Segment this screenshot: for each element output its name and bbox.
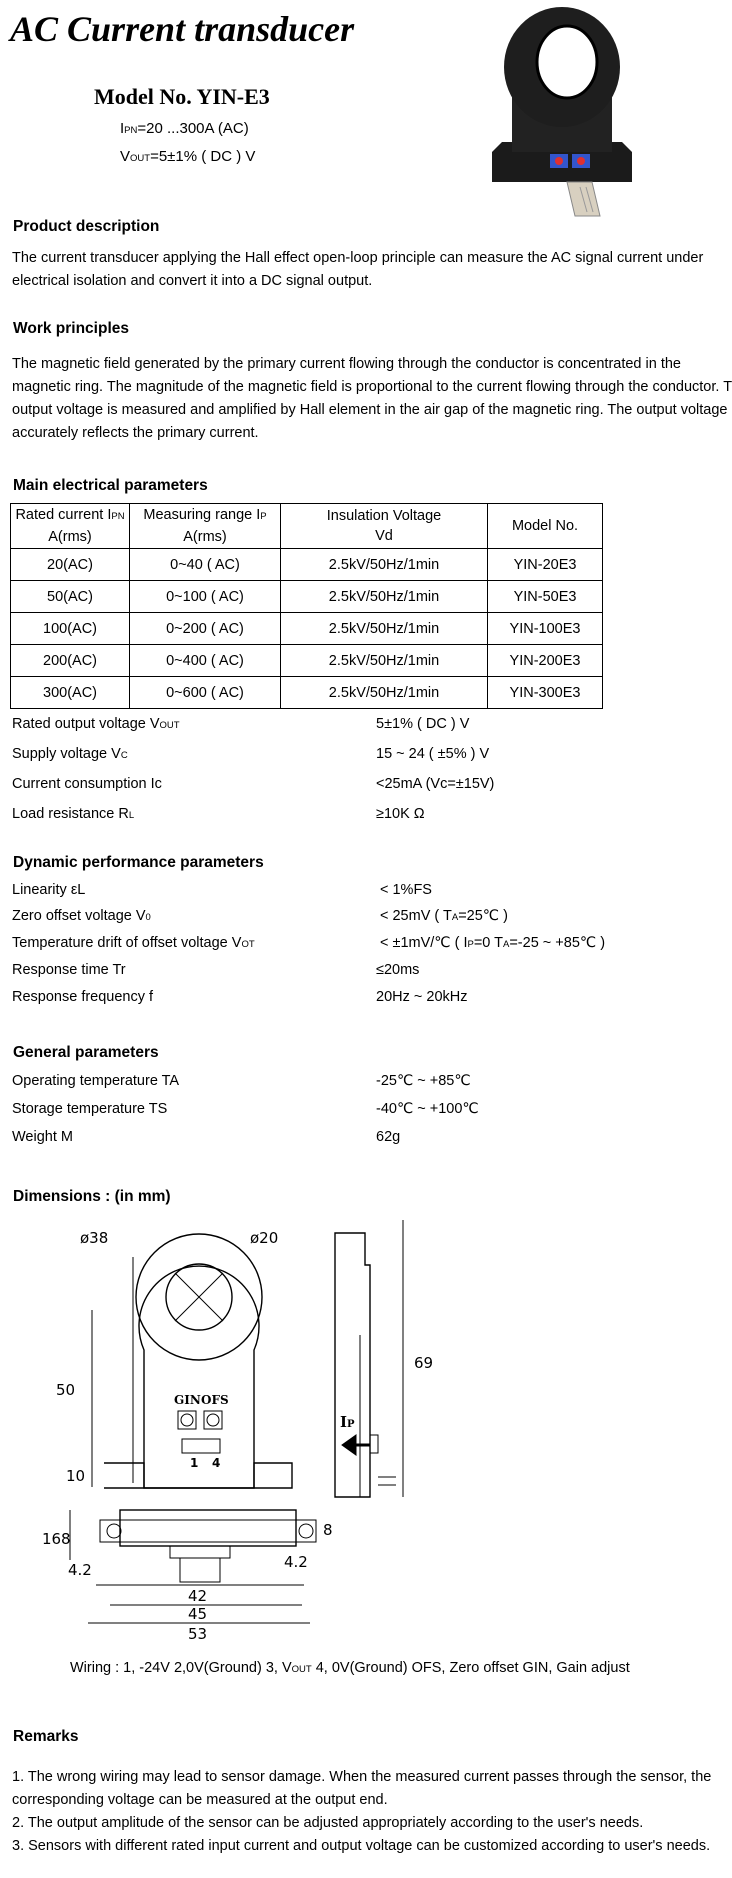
main-params-table xyxy=(10,503,603,709)
param-value: <25mA (Vc=±15V) xyxy=(376,776,495,792)
spec-rated-current: IPN=20 ...300A (AC) xyxy=(120,120,249,137)
cell-rated: 20(AC) xyxy=(11,549,130,581)
wiring-text: Wiring : 1, -24V 2,0V(Ground) 3, VOUT 4, 0V(Ground) OFS, Zero offset GIN, Gain adjust xyxy=(70,1660,630,1676)
dim-width-42: 42 xyxy=(188,1587,208,1605)
cell-model: YIN-200E3 xyxy=(488,645,603,677)
param-label: Current consumption Ic xyxy=(12,776,162,792)
dim-diameter-38: ø38 xyxy=(80,1229,109,1247)
header-insulation-voltage: Insulation Voltage Vd xyxy=(281,504,488,549)
param-label: Response time Tr xyxy=(12,962,126,978)
param-value: ≤20ms xyxy=(376,962,420,978)
table-header-row xyxy=(11,504,603,549)
transducer-photo xyxy=(472,2,652,222)
cell-range: 0~100 ( AC) xyxy=(130,581,281,613)
product-description-heading: Product description xyxy=(13,218,160,235)
cell-range: 0~400 ( AC) xyxy=(130,645,281,677)
param-value: < ±1mV/℃ ( IP=0 TA=-25 ~ +85℃ ) xyxy=(380,935,606,951)
dim-diameter-20: ø20 xyxy=(250,1229,279,1247)
dim-height-8-left: 8 xyxy=(61,1530,71,1548)
dim-height-10: 10 xyxy=(66,1467,86,1485)
cell-model: YIN-50E3 xyxy=(488,581,603,613)
remarks-text: 1. The wrong wiring may lead to sensor damage. When the measured current passes through the sensor, the corresponding voltage can be measured at the output end. 2. The output amplitude of the sensor can be adjusted appropriately according to the user's needs. 3. Sensors with different rated input current and output voltage can be customized according to user's needs. xyxy=(12,1769,712,1854)
cell-insulation: 2.5kV/50Hz/1min xyxy=(281,645,488,677)
param-label: Temperature drift of offset voltage VOT xyxy=(12,935,255,951)
header-model-no: Model No. xyxy=(488,504,603,549)
cell-insulation: 2.5kV/50Hz/1min xyxy=(281,581,488,613)
label-ip: IP xyxy=(340,1413,355,1431)
dim-height-8-right: 8 xyxy=(323,1521,333,1539)
main-params-heading: Main electrical parameters xyxy=(13,477,208,494)
param-label: Supply voltage VC xyxy=(12,746,128,762)
param-label: Load resistance RL xyxy=(12,806,135,822)
general-heading: General parameters xyxy=(13,1044,159,1061)
dim-height-50: 50 xyxy=(56,1381,76,1399)
cell-insulation: 2.5kV/50Hz/1min xyxy=(281,677,488,709)
cell-range: 0~200 ( AC) xyxy=(130,613,281,645)
label-pin-4: 4 xyxy=(212,1456,221,1470)
spec-output-voltage: VOUT=5±1% ( DC ) V xyxy=(120,148,256,165)
header-rated-current: Rated current IPN A(rms) xyxy=(11,504,130,549)
cell-model: YIN-300E3 xyxy=(488,677,603,709)
cell-model: YIN-20E3 xyxy=(488,549,603,581)
param-value: 15 ~ 24 ( ±5% ) V xyxy=(376,746,490,762)
model-number: Model No. YIN-E3 xyxy=(94,84,270,109)
label-gin: GIN xyxy=(174,1393,201,1407)
table-row xyxy=(11,613,603,645)
cell-insulation: 2.5kV/50Hz/1min xyxy=(281,613,488,645)
param-label: Operating temperature TA xyxy=(12,1073,180,1089)
dim-offset-4-2-left: 4.2 xyxy=(68,1561,92,1579)
table-row xyxy=(11,549,603,581)
param-label: Zero offset voltage V0 xyxy=(12,908,151,924)
work-principles-heading: Work principles xyxy=(13,320,129,337)
param-value: 5±1% ( DC ) V xyxy=(376,716,470,732)
dimensions-heading: Dimensions : (in mm) xyxy=(13,1188,171,1205)
cell-insulation: 2.5kV/50Hz/1min xyxy=(281,549,488,581)
param-label: Rated output voltage VOUT xyxy=(12,716,180,732)
dim-height-69: 69 xyxy=(414,1354,434,1372)
product-description-text: The current transducer applying the Hall effect open-loop principle can measure the AC signal current under electrical isolation and convert it into a DC signal output. xyxy=(12,250,704,289)
label-pin-1: 1 xyxy=(190,1456,199,1470)
cell-rated: 50(AC) xyxy=(11,581,130,613)
cell-range: 0~600 ( AC) xyxy=(130,677,281,709)
param-value: 62g xyxy=(376,1129,401,1145)
cell-model: YIN-100E3 xyxy=(488,613,603,645)
param-label: Storage temperature TS xyxy=(12,1101,168,1117)
dim-width-53: 53 xyxy=(188,1625,208,1643)
dimension-drawing xyxy=(40,1215,560,1645)
param-value: ≥10K Ω xyxy=(376,806,425,822)
table-row xyxy=(11,677,603,709)
dim-width-45: 45 xyxy=(188,1605,208,1623)
header-measuring-range: Measuring range IP A(rms) xyxy=(130,504,281,549)
table-row xyxy=(11,581,603,613)
param-value: 20Hz ~ 20kHz xyxy=(376,989,468,1005)
table-row xyxy=(11,645,603,677)
param-label: Response frequency f xyxy=(12,989,154,1005)
param-value: -25℃ ~ +85℃ xyxy=(376,1073,471,1089)
remarks-heading: Remarks xyxy=(13,1728,79,1745)
param-label: Linearity εL xyxy=(12,882,86,898)
cell-range: 0~40 ( AC) xyxy=(130,549,281,581)
page-title: AC Current transducer xyxy=(10,9,355,49)
param-value: < 1%FS xyxy=(380,882,432,898)
dim-offset-4-2-right: 4.2 xyxy=(284,1553,308,1571)
work-principles-text: The magnetic field generated by the primary current flowing through the conductor is concentrated in the magnetic ring. The magnitude of the magnetic field is proportional to the current flowing through the conductor. T output voltage is measured and amplified by Hall element in the air gap of the magnetic ring. The output voltage accurately reflects the primary current. xyxy=(12,356,732,441)
dim-height-16: 16 xyxy=(42,1530,62,1548)
cell-rated: 200(AC) xyxy=(11,645,130,677)
cell-rated: 100(AC) xyxy=(11,613,130,645)
dynamic-heading: Dynamic performance parameters xyxy=(13,854,264,871)
param-label: Weight M xyxy=(12,1129,73,1145)
label-ofs: OFS xyxy=(201,1393,229,1407)
param-value: -40℃ ~ +100℃ xyxy=(376,1101,479,1117)
cell-rated: 300(AC) xyxy=(11,677,130,709)
param-value: < 25mV ( TA=25℃ ) xyxy=(380,908,508,924)
